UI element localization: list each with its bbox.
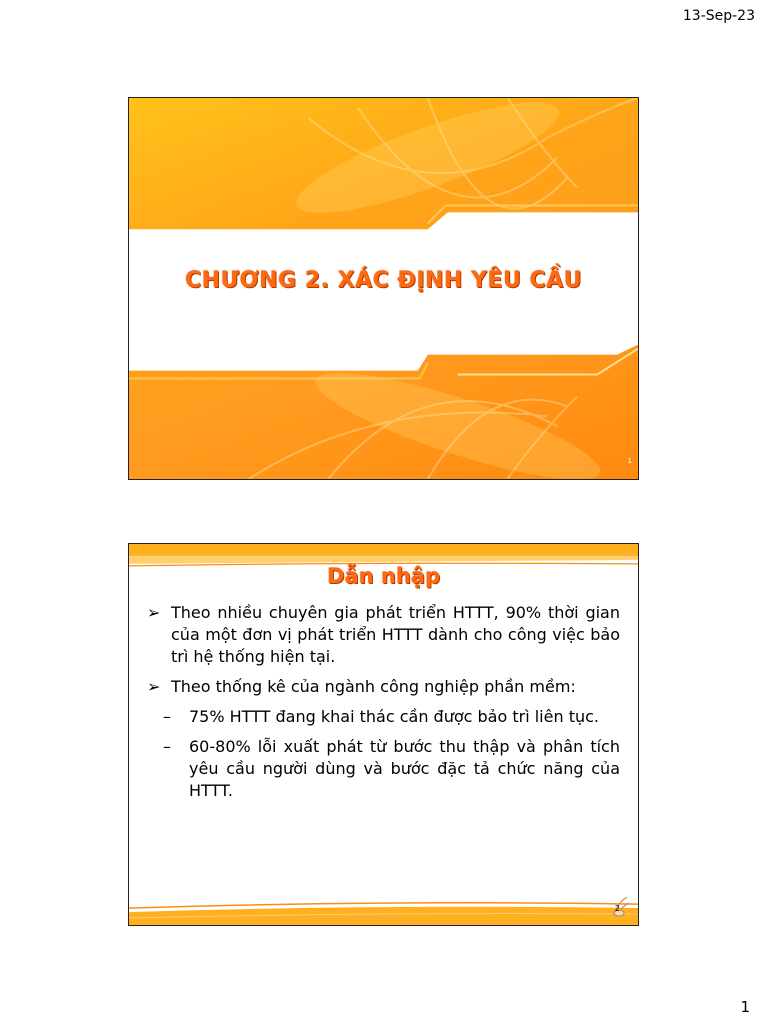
slide-2-title: Dẫn nhập xyxy=(327,564,440,588)
slide-2 xyxy=(128,543,639,926)
sub-bullet-item xyxy=(147,706,620,728)
sub-bullet-marker: – xyxy=(163,737,171,756)
page-date: 13-Sep-23 xyxy=(682,8,755,24)
slide-1 xyxy=(128,97,639,480)
sub-bullet-text: 75% HTTT đang khai thác cần được bảo trì liên tục. xyxy=(189,707,599,726)
slide-2-number: 2 xyxy=(614,904,620,913)
sub-bullet-marker: – xyxy=(163,707,171,726)
slide-1-number: 1 xyxy=(627,457,632,465)
sub-bullet-text: 60-80% lỗi xuất phát từ bước thu thập và phân tích yêu cầu người dùng và bước đặc tả chức năng của HTTT. xyxy=(189,737,620,800)
page-number: 1 xyxy=(740,998,750,1016)
bullet-marker: ➢ xyxy=(147,603,161,622)
slide-1-title: CHƯƠNG 2. XÁC ĐỊNH YÊU CẦU xyxy=(184,268,583,293)
sub-bullet-item xyxy=(147,736,620,802)
bullet-text: Theo thống kê của ngành công nghiệp phần mềm: xyxy=(171,677,576,696)
bullet-text: Theo nhiều chuyên gia phát triển HTTT, 90% thời gian của một đơn vị phát triển HTTT dành cho công việc bảo trì hệ thống hiện tại. xyxy=(171,603,620,666)
slide-2-body xyxy=(147,602,620,810)
bullet-item xyxy=(147,602,620,668)
bullet-item xyxy=(147,676,620,698)
bullet-marker: ➢ xyxy=(147,677,161,696)
